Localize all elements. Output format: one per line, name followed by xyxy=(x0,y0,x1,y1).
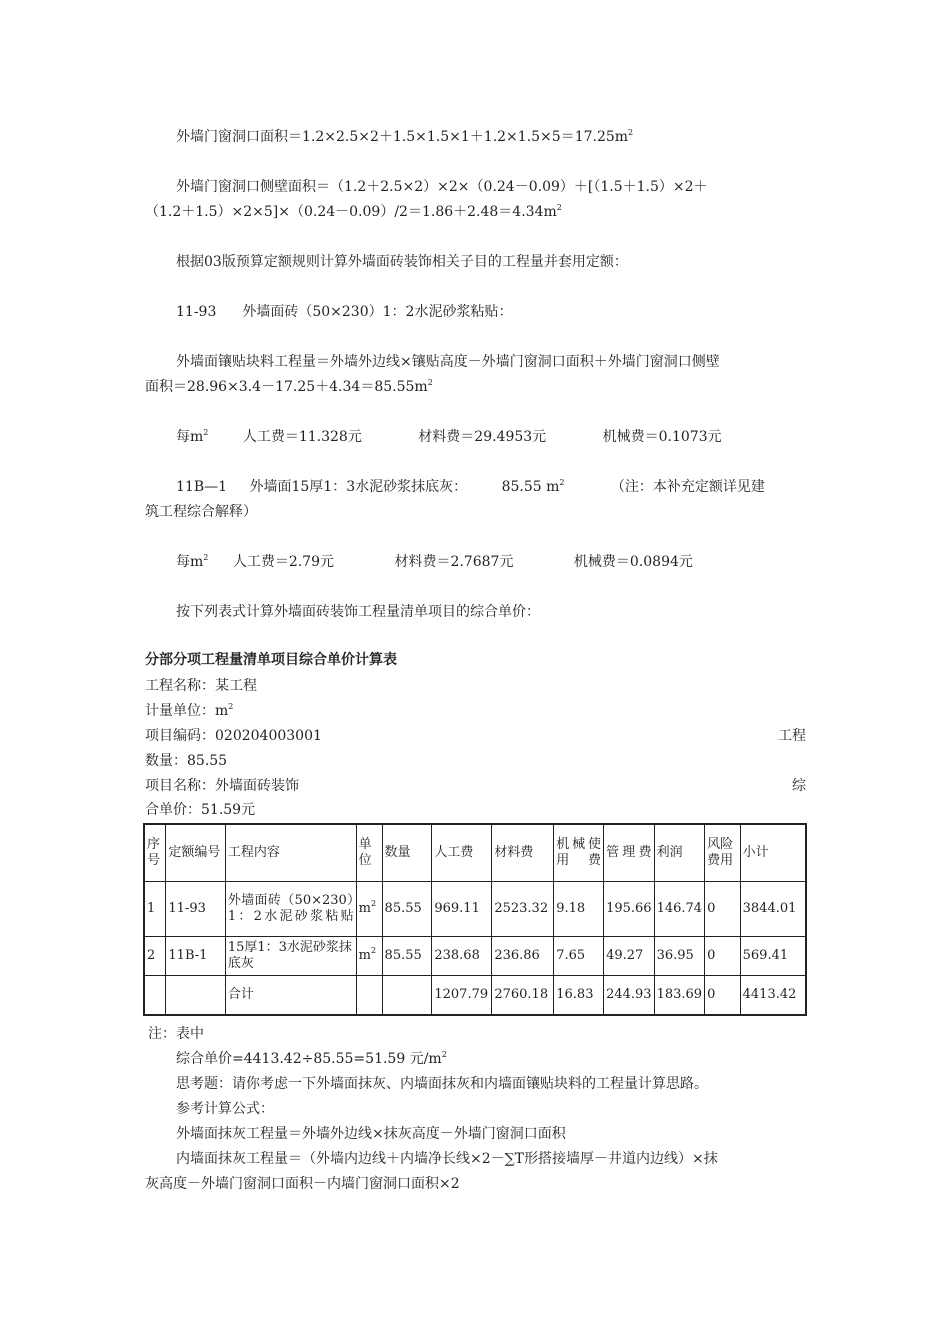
machine-cost: 机械费＝0.0894元 xyxy=(573,554,693,570)
table-header-row xyxy=(144,824,806,882)
header-risk: 风险费用 xyxy=(705,824,741,882)
para-tile-qty-line1: 外墙面镶贴块料工程量＝外墙外边线×镶贴高度－外墙门窗洞口面积＋外墙门窗洞口侧壁 xyxy=(176,354,720,370)
cell-unit-text: m xyxy=(358,901,371,916)
para-quota-11-93 xyxy=(176,303,512,321)
cell-unit-text: m xyxy=(358,948,371,963)
cell-manage: 244.93 xyxy=(604,976,655,1016)
note-formula-1: 外墙面抹灰工程量＝外墙外边线×抹灰高度－外墙门窗洞口面积 xyxy=(176,1126,566,1142)
superscript: 2 xyxy=(203,553,209,562)
cell-labor: 1207.79 xyxy=(432,976,492,1016)
superscript: 2 xyxy=(427,378,433,387)
cell-risk: 0 xyxy=(705,882,741,937)
cell-unit xyxy=(356,882,382,937)
para-window-area-text: 外墙门窗洞口面积＝1.2×2.5×2＋1.5×1.5×1＋1.2×1.5×5＝17.25m xyxy=(176,129,629,145)
meta-project-name: 工程名称：某工程 xyxy=(145,678,257,694)
cell-profit: 146.74 xyxy=(654,882,705,937)
cell-code xyxy=(166,976,225,1016)
superscript: 2 xyxy=(559,478,565,487)
header-manage: 管理费 xyxy=(604,824,655,882)
labor-cost: 人工费＝2.79元 xyxy=(232,554,334,570)
cell-code: 11-93 xyxy=(166,882,225,937)
supplement-note: （注：本补充定额详见建 xyxy=(610,479,765,495)
header-qty: 数量 xyxy=(382,824,432,882)
cell-risk: 0 xyxy=(705,976,741,1016)
cell-seq xyxy=(144,976,166,1016)
cell-unit xyxy=(356,937,382,976)
para-window-area xyxy=(176,128,633,146)
material-cost: 材料费＝2.7687元 xyxy=(394,554,514,570)
cell-qty: 85.55 xyxy=(382,937,432,976)
note-formula-2-line2: 灰高度－外墙门窗洞口面积－内墙门窗洞口面积×2 xyxy=(145,1176,460,1192)
para-quota-11b-1 xyxy=(176,478,765,496)
table-title: 分部分项工程量清单项目综合单价计算表 xyxy=(145,652,397,668)
meta-qty-label: 工程 xyxy=(778,728,806,744)
header-machine: 机械使用费 xyxy=(554,824,604,882)
table-row xyxy=(144,882,806,937)
meta-unit-text: 计量单位：m xyxy=(145,703,229,719)
para-tile-qty-line2-text: 面积＝28.96×3.4－17.25＋4.34＝85.55m xyxy=(145,379,428,395)
cell-qty xyxy=(382,976,432,1016)
para-unit-cost-1 xyxy=(176,428,722,446)
quota-qty: 85.55 m xyxy=(501,479,560,495)
superscript: 2 xyxy=(556,203,562,212)
header-profit: 利润 xyxy=(654,824,705,882)
table-row xyxy=(144,937,806,976)
per-unit-label: 每m xyxy=(176,554,204,570)
superscript: 2 xyxy=(628,128,634,137)
note-composite-text: 综合单价=4413.42÷85.55=51.59 元/m xyxy=(176,1051,442,1067)
per-unit-label: 每m xyxy=(176,429,204,445)
machine-cost: 机械费＝0.1073元 xyxy=(602,429,722,445)
para-table-intro: 按下列表式计算外墙面砖装饰工程量清单项目的综合单价： xyxy=(176,604,540,620)
cell-subtotal: 569.41 xyxy=(740,937,806,976)
meta-qty-value: 数量：85.55 xyxy=(145,753,228,769)
header-unit: 单位 xyxy=(356,824,382,882)
para-reveal-area-line2-text: （1.2＋1.5）×2×5]×（0.24－0.09）/2＝1.86＋2.48＝4.34m xyxy=(145,204,557,220)
cell-content: 合计 xyxy=(225,976,356,1016)
header-content: 工程内容 xyxy=(225,824,356,882)
para-quota-intro: 根据03版预算定额规则计算外墙面砖装饰相关子目的工程量并套用定额： xyxy=(176,254,628,270)
note-label: 注：表中 xyxy=(148,1026,204,1042)
superscript: 2 xyxy=(228,702,234,711)
header-seq: 序号 xyxy=(144,824,166,882)
header-quota-code: 定额编号 xyxy=(166,824,225,882)
cell-subtotal: 3844.01 xyxy=(740,882,806,937)
table-total-row xyxy=(144,976,806,1016)
cell-material: 2760.18 xyxy=(492,976,554,1016)
unit-price-table xyxy=(143,823,807,1016)
cell-unit xyxy=(356,976,382,1016)
cell-machine: 9.18 xyxy=(554,882,604,937)
quota-name: 外墙面砖（50×230）1：2水泥砂浆粘贴： xyxy=(242,304,513,320)
meta-unit xyxy=(145,702,233,720)
note-composite-price xyxy=(176,1050,447,1068)
meta-item-name: 项目名称：外墙面砖装饰 xyxy=(145,778,299,794)
meta-price-label: 综 xyxy=(792,778,806,794)
superscript: 2 xyxy=(203,428,209,437)
meta-price-value: 合单价：51.59元 xyxy=(145,802,256,818)
quota-name: 外墙面15厚1：3水泥砂浆抹底灰： xyxy=(249,479,468,495)
note-think: 思考题：请你考虑一下外墙面抹灰、内墙面抹灰和内墙面镶贴块料的工程量计算思路。 xyxy=(176,1076,708,1092)
cell-material: 236.86 xyxy=(492,937,554,976)
header-subtotal: 小计 xyxy=(740,824,806,882)
para-unit-cost-2 xyxy=(176,553,693,571)
superscript: 2 xyxy=(441,1050,447,1059)
cell-subtotal: 4413.42 xyxy=(740,976,806,1016)
note-formula-2-line1: 内墙面抹灰工程量＝（外墙内边线＋内墙净长线×2－∑T形搭接墙厚－井道内边线）×抹 xyxy=(176,1151,718,1167)
quota-code: 11-93 xyxy=(176,304,217,320)
note-ref: 参考计算公式： xyxy=(176,1101,274,1117)
material-cost: 材料费＝29.4953元 xyxy=(418,429,547,445)
cell-seq: 2 xyxy=(144,937,166,976)
cell-code: 11B-1 xyxy=(166,937,225,976)
cell-manage: 49.27 xyxy=(604,937,655,976)
cell-labor: 238.68 xyxy=(432,937,492,976)
cell-seq: 1 xyxy=(144,882,166,937)
quota-code: 11B—1 xyxy=(176,479,228,495)
para-reveal-area-line2 xyxy=(145,203,562,221)
cell-profit: 183.69 xyxy=(654,976,705,1016)
para-quota-11b-1-line2: 筑工程综合解释） xyxy=(145,504,257,520)
cell-risk: 0 xyxy=(705,937,741,976)
cell-content: 外墙面砖（50×230）1：2水泥砂浆粘贴 xyxy=(225,882,356,937)
superscript: 2 xyxy=(370,946,377,955)
cell-content: 15厚1：3水泥砂浆抹底灰 xyxy=(225,937,356,976)
cell-labor: 969.11 xyxy=(432,882,492,937)
para-tile-qty-line2 xyxy=(145,378,433,396)
para-reveal-area-line1: 外墙门窗洞口侧壁面积＝（1.2＋2.5×2）×2×（0.24－0.09）＋[（1.5＋1.5）×2＋ xyxy=(176,179,708,195)
cell-machine: 7.65 xyxy=(554,937,604,976)
cell-machine: 16.83 xyxy=(554,976,604,1016)
meta-code: 项目编码：020204003001 xyxy=(145,728,322,744)
cell-profit: 36.95 xyxy=(654,937,705,976)
cell-manage: 195.66 xyxy=(604,882,655,937)
header-labor: 人工费 xyxy=(432,824,492,882)
superscript: 2 xyxy=(370,899,377,908)
labor-cost: 人工费＝11.328元 xyxy=(242,429,362,445)
cell-qty: 85.55 xyxy=(382,882,432,937)
cell-material: 2523.32 xyxy=(492,882,554,937)
header-material: 材料费 xyxy=(492,824,554,882)
